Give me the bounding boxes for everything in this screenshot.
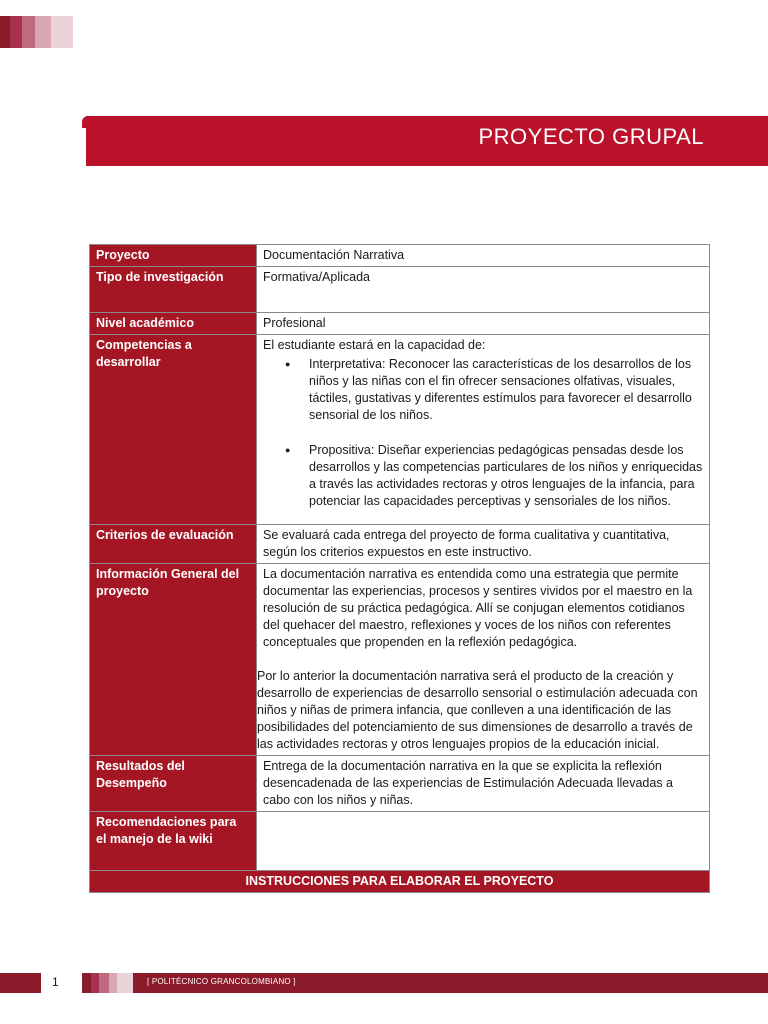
- row-label: Nivel académico: [90, 313, 257, 335]
- row-value: Entrega de la documentación narrativa en la que se explicita la reflexión desencadenada de las experiencias de Estimulación Adecuada llevadas a cabo con los niños y niñas.: [257, 756, 710, 812]
- page-number: 1: [52, 975, 59, 989]
- row-label: Tipo de investigación: [90, 267, 257, 313]
- table-footer-row: [90, 871, 710, 893]
- table-row: [90, 267, 710, 313]
- table-row: [90, 335, 710, 525]
- table-row: [90, 525, 710, 564]
- footer-brand: [ POLITÉCNICO GRANCOLOMBIANO ]: [147, 977, 296, 986]
- row-value: Documentación Narrativa: [257, 245, 710, 267]
- row-value: [257, 335, 710, 525]
- table-row: [90, 812, 710, 871]
- competencias-intro: El estudiante estará en la capacidad de:: [263, 338, 486, 352]
- info-paragraph: La documentación narrativa es entendida como una estrategia que permite documentar las experiencias, procesos y sentires vividos por el maestro en la resolución de su práctica pedagógica. Allí se conjugan elementos cotidianos del quehacer del maestro, reflexiones y voces de los niños con referentes conceptuales que propenden en la reflexión pedagógica.: [263, 567, 693, 649]
- instructions-heading: INSTRUCCIONES PARA ELABORAR EL PROYECTO: [90, 871, 710, 893]
- footer-decoration: [82, 973, 133, 993]
- project-table: [89, 244, 710, 893]
- table-row: [90, 245, 710, 267]
- row-value: Profesional: [257, 313, 710, 335]
- footer-left-block: [0, 973, 41, 993]
- row-value: [257, 812, 710, 871]
- list-item: ● Propositiva: Diseñar experiencias pedagógicas pensadas desde los desarrollos y las competencias particulares de los niños y enriquecidas a través las actividades rectoras y otros lenguajes de la infancia, para potenciar las capacidades perceptivas y sensoriales de los niños.: [263, 442, 703, 510]
- row-label: Información General del proyecto: [90, 564, 257, 756]
- page-title: PROYECTO GRUPAL: [478, 124, 704, 149]
- row-label: Competencias a desarrollar: [90, 335, 257, 525]
- table-row: [90, 756, 710, 812]
- row-value: Formativa/Aplicada: [257, 267, 710, 313]
- info-paragraph: Por lo anterior la documentación narrativa será el producto de la creación y desarrollo de experiencias de desarrollo sensorial o estimulación adecuada con niños y niñas de primera infancia, que conlleven a una identificación de las posibilidades del potenciamiento de sus dimensiones de desarrollo a través de las actividades rectoras y otros lenguajes propios de la educación inicial.: [257, 669, 698, 751]
- row-label: Criterios de evaluación: [90, 525, 257, 564]
- row-value: [257, 564, 710, 756]
- corner-decoration: [0, 16, 73, 48]
- row-label: Proyecto: [90, 245, 257, 267]
- table-row: [90, 564, 710, 756]
- row-label: Resultados del Desempeño: [90, 756, 257, 812]
- row-label: Recomendaciones para el manejo de la wiki: [90, 812, 257, 871]
- list-item: ● Interpretativa: Reconocer las características de los desarrollos de los niños y las niñas con el fin ofrecer sensaciones olfativas, visuales, táctiles, gustativas y diferentes estímulos para favorecer el desarrollo sensorial de los niños.: [263, 356, 703, 424]
- row-value: Se evaluará cada entrega del proyecto de forma cualitativa y cuantitativa, según los criterios expuestos en este instructivo.: [257, 525, 710, 564]
- table-row: [90, 313, 710, 335]
- competencias-list: [263, 356, 703, 510]
